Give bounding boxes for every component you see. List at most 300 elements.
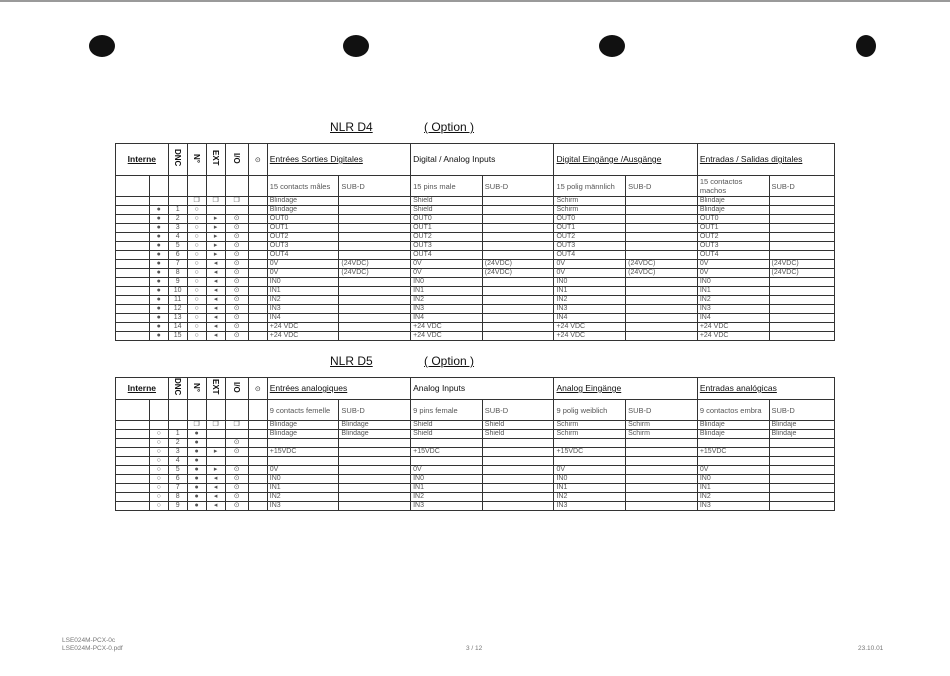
blank-cell (116, 466, 150, 475)
d5-lang-en (411, 378, 554, 400)
ext-mark: ○ (187, 269, 206, 278)
d5-lang-de (554, 378, 697, 400)
d5-dnc-head (168, 378, 187, 400)
pin-row (116, 439, 835, 448)
d5-no-label: N° (192, 382, 202, 392)
signal-es-note (769, 457, 835, 466)
ext-mark: ○ (187, 278, 206, 287)
d4-connector-icon: ⊙ (254, 156, 261, 164)
dnc-mark: ○ (149, 484, 168, 493)
io-direction-icon (206, 430, 225, 439)
signal-en: IN3 (411, 502, 483, 511)
signal-fr-note (339, 197, 411, 206)
signal-de-note (626, 251, 698, 260)
d5-option-row (424, 354, 474, 368)
connector-icon: ⊙ (225, 439, 248, 448)
spacer-cell (248, 430, 267, 439)
io-direction-icon: ◂ (206, 314, 225, 323)
signal-fr: +24 VDC (267, 323, 339, 332)
pin-row (116, 305, 835, 314)
signal-de: 0V (554, 269, 626, 278)
ext-mark: ○ (187, 260, 206, 269)
spacer-cell (248, 242, 267, 251)
d4-sub-en2: SUB-D (482, 176, 554, 197)
signal-de: Schirm (554, 197, 626, 206)
blank-cell (116, 448, 150, 457)
signal-fr: +15VDC (267, 448, 339, 457)
signal-es: Blindaje (697, 430, 769, 439)
d4-lang-fr-label: Entrées Sorties Digitales (269, 154, 363, 164)
ext-mark: ● (187, 457, 206, 466)
pin-row (116, 251, 835, 260)
signal-de-note (626, 296, 698, 305)
pin-number: 6 (168, 251, 187, 260)
signal-fr: IN2 (267, 296, 339, 305)
signal-fr-note (339, 278, 411, 287)
io-direction-icon: ◂ (206, 323, 225, 332)
signal-en: OUT3 (411, 242, 483, 251)
io-direction-icon: ◂ (206, 269, 225, 278)
spacer-cell (248, 466, 267, 475)
signal-fr-note: Blindage (339, 421, 411, 430)
blank-cell (116, 197, 150, 206)
d4-lang-fr (267, 144, 410, 176)
d5-body (116, 421, 835, 511)
signal-fr: 0V (267, 260, 339, 269)
signal-de: IN3 (554, 502, 626, 511)
ext-mark: ● (187, 493, 206, 502)
ext-mark: ○ (187, 206, 206, 215)
d5-lang-fr-label: Entrées analogiques (269, 383, 348, 393)
signal-fr-note (339, 323, 411, 332)
d4-lang-en-label: Digital / Analog Inputs (413, 154, 496, 164)
io-direction-icon (206, 457, 225, 466)
signal-fr-note (339, 466, 411, 475)
signal-en-note (482, 197, 554, 206)
signal-en-note (482, 484, 554, 493)
signal-es-note (769, 197, 835, 206)
spacer-cell (248, 215, 267, 224)
signal-en: IN0 (411, 475, 483, 484)
pin-number: 2 (168, 215, 187, 224)
blank-cell (116, 224, 150, 233)
signal-es: IN2 (697, 493, 769, 502)
signal-fr: IN1 (267, 287, 339, 296)
signal-en: IN0 (411, 278, 483, 287)
io-direction-icon: ▸ (206, 215, 225, 224)
pin-row (116, 206, 835, 215)
dnc-mark: ● (149, 260, 168, 269)
signal-de-note (626, 278, 698, 287)
d5-lang-en-label: Analog Inputs (413, 383, 466, 393)
blank-cell (116, 260, 150, 269)
dnc-mark: ○ (149, 457, 168, 466)
signal-de-note (626, 215, 698, 224)
pin-number: 12 (168, 305, 187, 314)
dnc-mark: ○ (149, 502, 168, 511)
signal-de-note (626, 287, 698, 296)
dnc-mark: ○ (149, 448, 168, 457)
signal-de: IN1 (554, 484, 626, 493)
signal-en-note (482, 287, 554, 296)
signal-en-note (482, 233, 554, 242)
blank-cell (116, 269, 150, 278)
signal-de: OUT2 (554, 233, 626, 242)
pin-row (116, 484, 835, 493)
signal-en (411, 439, 483, 448)
signal-en-note (482, 305, 554, 314)
blank-cell (116, 332, 150, 341)
dnc-mark: ○ (149, 430, 168, 439)
d4-sub-fr2: SUB-D (339, 176, 411, 197)
io-direction-icon: ◂ (206, 475, 225, 484)
signal-en: OUT2 (411, 233, 483, 242)
signal-fr: 0V (267, 269, 339, 278)
blank-cell (116, 439, 150, 448)
spacer-cell (248, 314, 267, 323)
signal-de: OUT0 (554, 215, 626, 224)
blank-cell (116, 421, 150, 430)
signal-fr-note (339, 448, 411, 457)
signal-fr: 0V (267, 466, 339, 475)
connector-icon: ⊙ (225, 448, 248, 457)
d4-lang-de-label: Digital Eingänge /Ausgänge (556, 154, 662, 164)
io-direction-icon (206, 206, 225, 215)
dnc-mark: ● (149, 251, 168, 260)
connector-icon: ❐ (225, 421, 248, 430)
ext-mark: ● (187, 448, 206, 457)
signal-de: IN2 (554, 296, 626, 305)
blank-cell (116, 493, 150, 502)
blank-cell (116, 251, 150, 260)
signal-fr-note (339, 296, 411, 305)
signal-de-note (626, 197, 698, 206)
signal-de-note: Schirm (626, 421, 698, 430)
signal-es: IN0 (697, 278, 769, 287)
dnc-mark: ● (149, 206, 168, 215)
signal-en-note (482, 206, 554, 215)
signal-es-note (769, 323, 835, 332)
signal-de-note (626, 305, 698, 314)
d4-sub-fr: 15 contacts mâles (267, 176, 339, 197)
signal-es-note (769, 502, 835, 511)
signal-fr: IN0 (267, 475, 339, 484)
signal-en-note (482, 493, 554, 502)
blank-cell (116, 484, 150, 493)
signal-es-note (769, 484, 835, 493)
signal-en-note (482, 278, 554, 287)
blank-cell (116, 278, 150, 287)
signal-fr (267, 457, 339, 466)
spacer-cell (248, 224, 267, 233)
dnc-mark: ○ (149, 475, 168, 484)
dnc-mark: ● (149, 278, 168, 287)
pin-row (116, 323, 835, 332)
blank-cell (116, 206, 150, 215)
signal-fr: IN3 (267, 502, 339, 511)
io-direction-icon: ◂ (206, 260, 225, 269)
signal-es: OUT4 (697, 251, 769, 260)
d5-sub-es: 9 contactos embra (697, 400, 769, 421)
d4-no-label: N° (192, 153, 202, 163)
pin-number: 3 (168, 224, 187, 233)
spacer-cell (248, 439, 267, 448)
signal-fr-note (339, 251, 411, 260)
io-direction-icon: ▸ (206, 251, 225, 260)
d4-subheader-row (116, 176, 835, 197)
signal-de-note (626, 323, 698, 332)
pin-row (116, 224, 835, 233)
dnc-mark: ● (149, 215, 168, 224)
signal-fr: OUT0 (267, 215, 339, 224)
spacer-cell (248, 206, 267, 215)
connector-icon: ⊙ (225, 314, 248, 323)
signal-en: +24 VDC (411, 332, 483, 341)
signal-fr-note (339, 224, 411, 233)
ext-mark: ○ (187, 323, 206, 332)
ext-mark: ● (187, 430, 206, 439)
connector-icon: ⊙ (225, 475, 248, 484)
signal-fr: OUT4 (267, 251, 339, 260)
ext-mark: ● (187, 466, 206, 475)
d5-interne-label: Interne (127, 383, 157, 393)
d5-subheader-row (116, 400, 835, 421)
dnc-mark: ● (149, 314, 168, 323)
d4-sym-head (248, 144, 267, 176)
d5-io-head (225, 378, 248, 400)
signal-es: 0V (697, 269, 769, 278)
signal-es-note (769, 466, 835, 475)
signal-fr-note (339, 242, 411, 251)
dnc-mark: ● (149, 323, 168, 332)
pin-row (116, 493, 835, 502)
signal-de-note (626, 502, 698, 511)
signal-de-note (626, 475, 698, 484)
signal-fr-note (339, 332, 411, 341)
signal-en-note (482, 251, 554, 260)
ext-mark: ● (187, 502, 206, 511)
signal-fr: IN4 (267, 314, 339, 323)
signal-fr-note (339, 233, 411, 242)
pin-number: 8 (168, 493, 187, 502)
io-direction-icon (206, 439, 225, 448)
d4-header-row (116, 144, 835, 176)
pin-number: 11 (168, 296, 187, 305)
d4-interne-cell (116, 144, 169, 176)
signal-en-note (482, 448, 554, 457)
ext-mark: ○ (187, 314, 206, 323)
signal-fr-note (339, 475, 411, 484)
dnc-mark: ● (149, 332, 168, 341)
signal-es: IN1 (697, 287, 769, 296)
ext-mark: ○ (187, 215, 206, 224)
signal-de: IN1 (554, 287, 626, 296)
signal-fr-note (339, 493, 411, 502)
signal-fr-note: Blindage (339, 430, 411, 439)
blank-cell (116, 305, 150, 314)
spacer-cell (248, 260, 267, 269)
spacer-cell (248, 484, 267, 493)
dnc-mark: ● (149, 269, 168, 278)
d4-lang-es (697, 144, 834, 176)
signal-en: 0V (411, 466, 483, 475)
signal-es: 0V (697, 260, 769, 269)
signal-de: 0V (554, 466, 626, 475)
connector-icon (225, 457, 248, 466)
signal-en: IN1 (411, 484, 483, 493)
connector-icon: ⊙ (225, 269, 248, 278)
signal-de-note (626, 233, 698, 242)
dnc-mark (149, 197, 168, 206)
spacer-cell (248, 296, 267, 305)
signal-de-note (626, 466, 698, 475)
footer-date: 23.10.01 (858, 645, 884, 652)
footer-page-number: 3 / 12 (466, 645, 483, 652)
signal-es-note (769, 242, 835, 251)
signal-de-note: Schirm (626, 430, 698, 439)
d5-title: NLR D5 (330, 354, 373, 368)
io-direction-icon: ◂ (206, 296, 225, 305)
spacer-cell (248, 233, 267, 242)
d4-lang-en (411, 144, 554, 176)
signal-en: IN2 (411, 493, 483, 502)
signal-en (411, 457, 483, 466)
signal-es-note (769, 224, 835, 233)
signal-es-note (769, 215, 835, 224)
pin-row (116, 233, 835, 242)
signal-es: OUT2 (697, 233, 769, 242)
io-direction-icon: ▸ (206, 466, 225, 475)
d4-ext-head (206, 144, 225, 176)
connector-icon: ⊙ (225, 251, 248, 260)
dnc-mark: ○ (149, 466, 168, 475)
signal-de: IN2 (554, 493, 626, 502)
d5-sub-es2: SUB-D (769, 400, 835, 421)
blank-cell (116, 430, 150, 439)
signal-de: OUT1 (554, 224, 626, 233)
pin-number: 1 (168, 206, 187, 215)
signal-de-note (626, 493, 698, 502)
signal-en-note (482, 475, 554, 484)
d5-interne-cell (116, 378, 169, 400)
signal-es-note (769, 233, 835, 242)
pin-row (116, 466, 835, 475)
spacer-cell (248, 448, 267, 457)
signal-de-note (626, 457, 698, 466)
d5-sub-fr2: SUB-D (339, 400, 411, 421)
signal-fr-note (339, 215, 411, 224)
ext-mark: ● (187, 475, 206, 484)
ext-mark: ○ (187, 233, 206, 242)
d4-title: NLR D4 (330, 120, 373, 134)
connector-icon: ⊙ (225, 233, 248, 242)
signal-en: IN2 (411, 296, 483, 305)
signal-fr: +24 VDC (267, 332, 339, 341)
signal-en: OUT0 (411, 215, 483, 224)
blank-cell (116, 287, 150, 296)
spacer-cell (248, 457, 267, 466)
signal-es (697, 439, 769, 448)
io-direction-icon: ◂ (206, 287, 225, 296)
signal-fr-note (339, 502, 411, 511)
pin-number: 3 (168, 448, 187, 457)
d5-connector-icon: ⊙ (254, 385, 261, 393)
signal-en-note: Shield (482, 421, 554, 430)
spacer-cell (248, 305, 267, 314)
spacer-cell (248, 251, 267, 260)
signal-en: Shield (411, 430, 483, 439)
connector-icon: ⊙ (225, 502, 248, 511)
signal-de (554, 457, 626, 466)
signal-fr-note (339, 287, 411, 296)
io-direction-icon: ▸ (206, 448, 225, 457)
pin-number: 4 (168, 457, 187, 466)
blank-cell (116, 502, 150, 511)
signal-de: OUT3 (554, 242, 626, 251)
signal-es: +24 VDC (697, 323, 769, 332)
d4-sub-de2: SUB-D (626, 176, 698, 197)
connector-icon (225, 206, 248, 215)
d5-ext-label: EXT (211, 379, 221, 395)
signal-de-note (626, 224, 698, 233)
signal-es-note (769, 332, 835, 341)
d5-ext-head (206, 378, 225, 400)
signal-es-note (769, 305, 835, 314)
spacer-cell (248, 197, 267, 206)
dnc-mark: ● (149, 305, 168, 314)
punch-hole-2 (343, 35, 369, 57)
spacer-cell (248, 269, 267, 278)
blank-cell (116, 457, 150, 466)
ext-mark: ○ (187, 224, 206, 233)
signal-fr: Blindage (267, 197, 339, 206)
pin-number: 9 (168, 278, 187, 287)
signal-de-note (626, 332, 698, 341)
blank-cell (116, 323, 150, 332)
signal-es: IN3 (697, 305, 769, 314)
punch-hole-1 (89, 35, 115, 57)
d4-sub-en: 15 pins male (411, 176, 483, 197)
ext-mark: ● (187, 439, 206, 448)
d4-io-head (225, 144, 248, 176)
d4-body (116, 197, 835, 341)
pin-row (116, 197, 835, 206)
pin-number: 13 (168, 314, 187, 323)
signal-es-note (769, 439, 835, 448)
dnc-mark: ● (149, 242, 168, 251)
pin-row (116, 421, 835, 430)
signal-es: IN0 (697, 475, 769, 484)
signal-en: +24 VDC (411, 323, 483, 332)
signal-de: 0V (554, 260, 626, 269)
d4-no-head (187, 144, 206, 176)
connector-icon: ⊙ (225, 224, 248, 233)
d5-sub-en: 9 pins female (411, 400, 483, 421)
connector-icon: ⊙ (225, 323, 248, 332)
signal-es (697, 457, 769, 466)
spacer-cell (248, 323, 267, 332)
signal-es: OUT0 (697, 215, 769, 224)
blank-cell (116, 314, 150, 323)
spacer-cell (248, 332, 267, 341)
blank-cell (116, 233, 150, 242)
punch-hole-3 (599, 35, 625, 57)
signal-fr-note (339, 305, 411, 314)
spacer-cell (248, 421, 267, 430)
d4-option: ( Option ) (424, 120, 475, 134)
connector-icon (225, 430, 248, 439)
connector-icon: ⊙ (225, 484, 248, 493)
